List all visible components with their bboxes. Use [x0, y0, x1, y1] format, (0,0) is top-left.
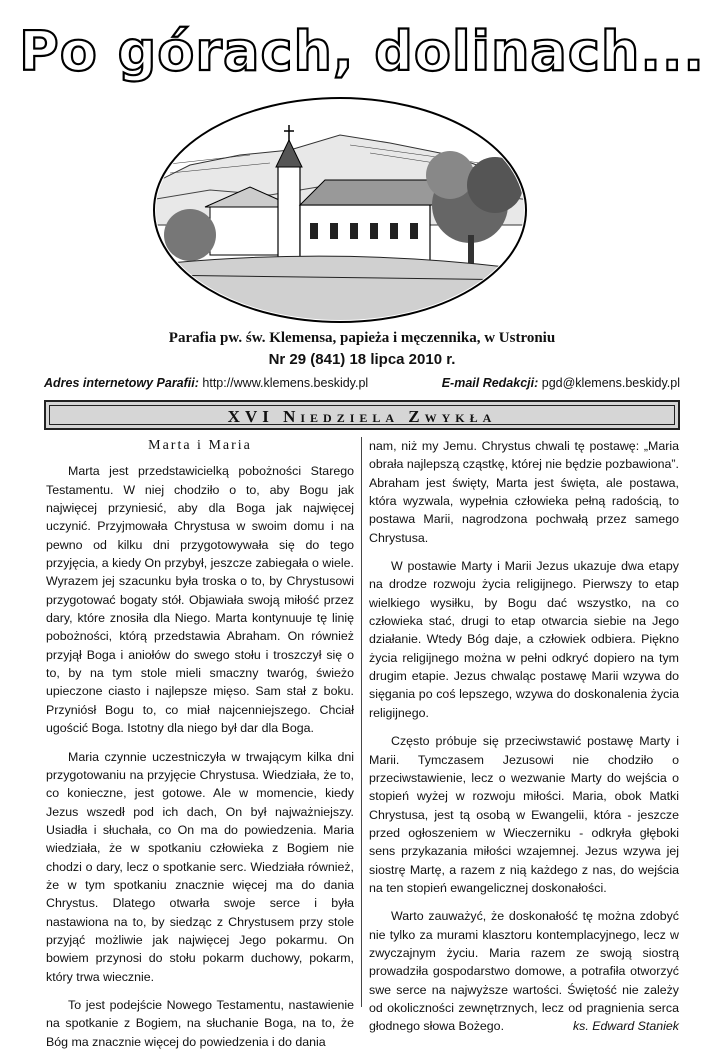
article-paragraph-last: [369, 907, 679, 1035]
email-info: [442, 376, 680, 390]
issue-number-date: Nr 29 (841) 18 lipca 2010 r.: [268, 351, 456, 368]
email-label: E-mail Redakcji:: [441, 376, 539, 390]
parish-name: Parafia pw. św. Klemensa, papieża i męczennika, w Ustroniu: [168, 330, 556, 346]
article-paragraph: To jest podejście Nowego Testamentu, nastawienie na spotkanie z Bogiem, na słuchanie Boga, na to, że Bóg ma znacznie więcej do powiedzenia i do dania: [46, 997, 354, 1049]
article-title: Marta i Maria: [148, 438, 252, 453]
sunday-banner-title: XVI Niedziela Zwykła: [49, 405, 675, 425]
svg-text:Po górach, dolinach...: Po górach, dolinach...: [19, 20, 705, 83]
email-link[interactable]: pgd@klemens.beskidy.pl: [541, 376, 680, 390]
website-label: Adres internetowy Parafii:: [44, 376, 199, 390]
article-paragraph: W postawie Marty i Marii Jezus ukazuje dwa etapy na drodze rozwoju życia religijnego. Pierwszy to etap wielkiego wysiłku, by Bogu dać wszystko, na co człowieka stać, drugi to etap otwarcia siebie na Jego działanie. Wtedy Bóg daje, a człowiek odbiera. Piękno życia religijnego można w pełni odkryć dopiero na tym drugim etapie. Jezus chwaląc postawę Marii wzywa do sięgania po coś lepszego, wzywa do doskonalenia życia religijnego.: [369, 559, 679, 720]
article-paragraph-text: Warto zauważyć, że doskonałość tę można zdobyć nie tylko za murami klasztoru kontemplacyjnego, lecz w zwyczajnym życiu. Maria razem ze swoją siostrą prowadziła gospodarstwo domowe, a potrafiła otworzyć swe serce na najwyższe wartości. Świętość nie zależy od okoliczności zewnętrznych, lecz od pragnienia serca głodnego słowa Bożego.: [369, 909, 679, 1034]
article-author: ks. Edward Staniek: [572, 1019, 679, 1034]
sunday-banner: [44, 400, 680, 430]
contact-line: [44, 376, 680, 392]
article-column-left: [46, 437, 354, 1051]
article-paragraph: Marta jest przedstawicielką pobożności Starego Testamentu. W niej chodziło o to, aby Bogu jak najwięcej przyniesić, aby dla Boga jak najwięcej uczynić. Przyjmowała Chrystusa w swoim domu i na pewno od kilku dni przygotowywała się do tego przyjęcia, a kiedy On przybył, jeszcze zabiegała o wiele. Wyrazem jej szacunku była troska o to, by Chrystusowi przygotować bogaty stół. Objawiała swoją miłość przez dary, które znosiła dla Niego. Marta kontynuuje tę linię pobożności, którą przedstawia Abraham. On również przyjął Boga i aniołów do swego stołu i troszczył się o to, by na tym stole mieli smaczny twaróg, świeżo upieczone ciasto i najlepsze mięso. Sam stał z boku. Przyniósł Bogu to, co miał najcenniejszego. Chciał ugościć Boga. Istotny dla niego był dar dla Boga.: [46, 464, 354, 736]
website-link[interactable]: http://www.klemens.beskidy.pl: [202, 376, 369, 390]
article-column-right: [369, 437, 679, 1036]
column-divider: [361, 437, 362, 1007]
masthead: [0, 18, 724, 88]
article-paragraph: Maria czynnie uczestniczyła w trwającym kilka dni przygotowaniu na przyjęcie Chrystusa. Wiedziała, że to, co konieczne, jest gotowe. Ale w momencie, kiedy Jezus wszedł pod ich dach, On był najważniejszy. Usiadła i słuchała, co On ma do powiedzenia. Maria wiedziała, że w spotkaniu człowieka z Bogiem nie chodzi o dary, lecz o spotkanie serc. Wiedziała również, że w tym spotkaniu znacznie więcej ma do dania Chrystus. Dlatego otwarła swoje serce i była nastawiona na to, by siedząc z Chrystusem przy stole przyjąć możliwie jak najwięcej Jego pokarmu. On bowiem przynosi do stołu pokarm duchowy, pokarm, który trwa wiecznie.: [46, 749, 354, 984]
masthead-title: [12, 18, 712, 88]
article-paragraph: nam, niż my Jemu. Chrystus chwali tę postawę: „Maria obrała najlepszą cząstkę, której nie będzie pozbawiona”. Abraham jest święty, Marta jest święta, ale postawa, która wyzwala, wypełnia człowieka pełną radością, to postawa Marii, nagrodzona pochwałą przez samego Chrystusa.: [369, 439, 679, 545]
website-info: [44, 376, 368, 390]
church-illustration: [150, 95, 530, 325]
article-paragraph: Często próbuje się przeciwstawić postawę Marty i Marii. Tymczasem Jezusowi nie chodziło o przeciwstawienie, lecz o wezwanie Marty do wejścia o stopień wyżej w rozwoju miłości. Maria, obok Matki Chrystusa, jest tą osobą w Ewangelii, która - jeszcze przed ogłoszeniem w Wieczerniku - odkryła głęboki sens przykazania miłości wzajemnej. Jezus wzywa jej siostrę Martę, a razem z nią każdego z nas, do wejścia na ten stopień ewangelicznej doskonałości.: [369, 734, 679, 895]
